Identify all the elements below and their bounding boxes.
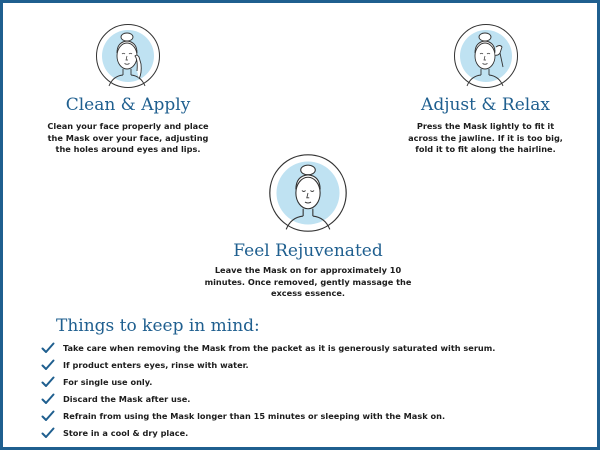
list-item [41,339,495,356]
step-clean-apply [43,23,213,156]
checkmark-icon [41,410,55,422]
tip-text: Discard the Mask after use. [63,393,191,404]
checkmark-icon [41,393,55,405]
step-title: Adjust & Relax [421,95,550,115]
step-adjust-relax [408,23,563,156]
tip-text: If product enters eyes, rinse with water. [63,359,249,370]
list-item [41,424,495,441]
tip-text: Store in a cool & dry place. [63,427,189,438]
tip-text: Take care when removing the Mask from the packet as it is generously saturated with serum. [63,342,496,353]
tips-heading: Things to keep in mind: [56,316,260,336]
checkmark-icon [41,359,55,371]
step-title: Clean & Apply [65,95,191,115]
face-touch-icon [453,23,519,89]
tip-text: For single use only. [63,376,153,387]
tips-list [41,339,495,441]
list-item [41,356,495,373]
checkmark-icon [41,427,55,439]
list-item [41,390,495,407]
face-wash-icon [95,23,161,89]
checkmark-icon [41,376,55,388]
list-item [41,373,495,390]
face-relax-icon [268,153,348,233]
step-title: Feel Rejuvenated [233,241,383,261]
list-item [41,407,495,424]
step-description: Clean your face properly and place the Mask over your face, adjusting the holes around eyes and lips. [47,121,209,154]
step-feel-rejuvenated [198,153,418,300]
tip-text: Refrain from using the Mask longer than 15 minutes or sleeping with the Mask on. [63,410,446,421]
step-description: Leave the Mask on for approximately 10 minutes. Once removed, gently massage the excess essence. [204,265,412,298]
checkmark-icon [41,342,55,354]
step-description: Press the Mask lightly to fit it across the jawline. If it is too big, fold it to fit along the hairline. [408,121,563,154]
